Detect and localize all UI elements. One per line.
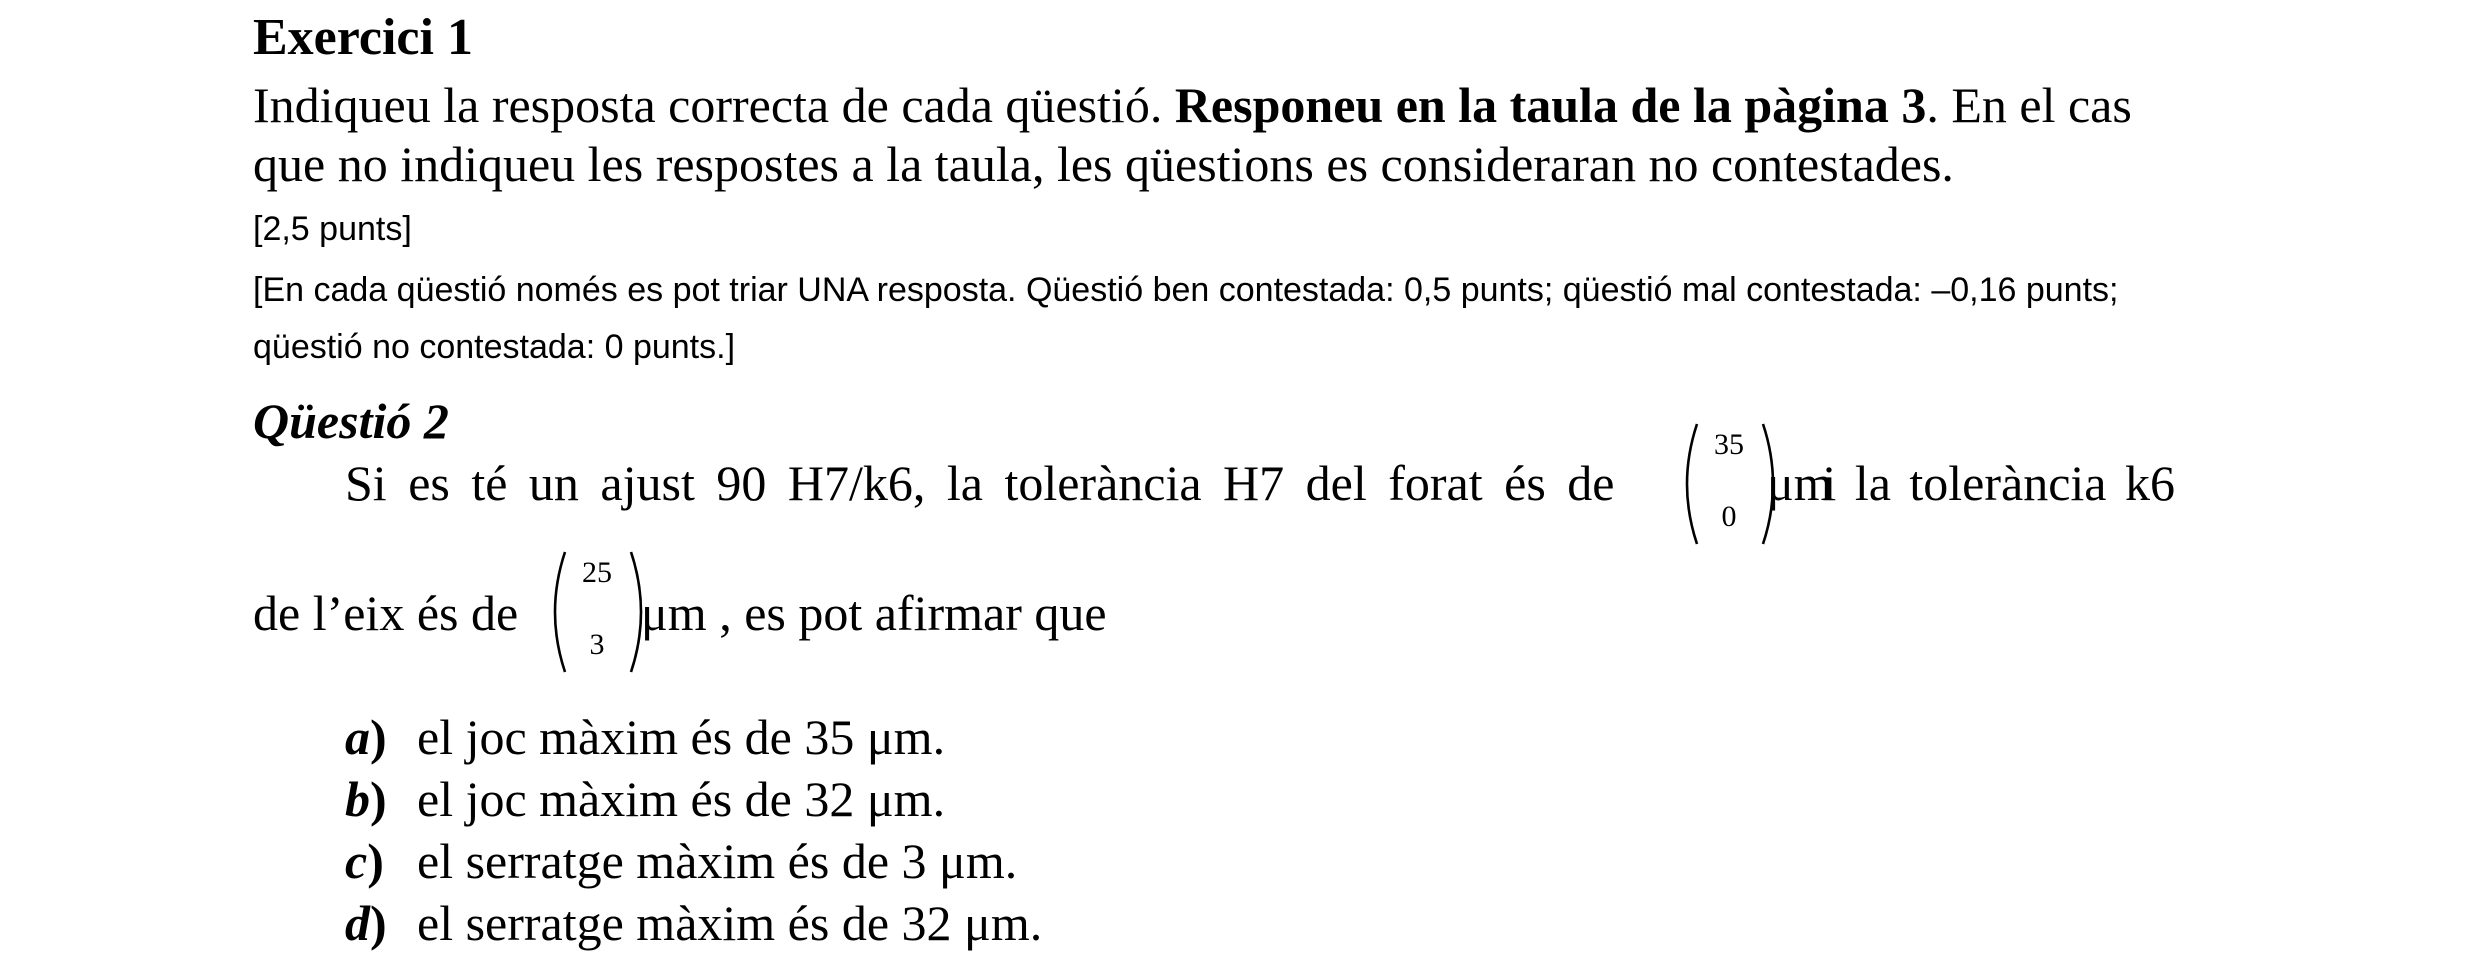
option-letter: c): [345, 833, 384, 889]
instruction-emphasis: Responeu en la taula de la pàgina 3: [1174, 77, 1927, 133]
hole-tolerance-bracket: [1675, 420, 1785, 548]
lower-deviation: 3: [589, 628, 605, 661]
option-letter: b): [345, 771, 387, 827]
statement-text: Si es té un ajust 90 H7/k6, la tolerància H7 del forat és de: [345, 455, 1615, 511]
answer-option-b[interactable]: [345, 768, 945, 830]
exercise-title: Exercici 1: [253, 9, 473, 66]
upper-deviation: 25: [582, 556, 612, 589]
statement-text-continued: i la tolerància k6: [1822, 455, 2175, 511]
lower-deviation: 0: [1721, 500, 1737, 533]
question-statement-line-2-end: μm , es pot afirmar que: [641, 585, 1107, 641]
option-text: el joc màxim és de 32 μm.: [417, 771, 946, 827]
option-text: el serratge màxim és de 32 μm.: [417, 895, 1043, 951]
question-statement-line-1: [345, 452, 2175, 514]
question-title: Qüestió 2: [253, 393, 449, 449]
answer-option-d[interactable]: [345, 892, 1042, 954]
instruction-line-1: [253, 74, 2132, 136]
answer-option-a[interactable]: [345, 706, 945, 768]
option-letter: a): [345, 709, 387, 765]
unit-micrometre: μm: [1767, 455, 1833, 511]
option-text: el serratge màxim és de 3 μm.: [417, 833, 1018, 889]
answer-option-c[interactable]: [345, 830, 1017, 892]
upper-deviation: 35: [1714, 428, 1744, 461]
scoring-rules-line-1: [En cada qüestió només es pot triar UNA resposta. Qüestió ben contestada: 0,5 punts; qüestió mal contestada: –0,16 punts;: [253, 271, 2119, 309]
instruction-text: Indiqueu la resposta correcta de cada qüestió.: [253, 77, 1175, 133]
instruction-line-2: que no indiqueu les respostes a la taula, les qüestions es consideraran no contestades.: [253, 136, 1954, 192]
shaft-tolerance-bracket: [543, 548, 653, 676]
option-letter: d): [345, 895, 387, 951]
instruction-text-end: . En el cas: [1926, 77, 2132, 133]
option-text: el joc màxim és de 35 μm.: [417, 709, 946, 765]
question-statement-line-2: de l’eix és de: [253, 585, 519, 641]
scoring-rules-line-2: qüestió no contestada: 0 punts.]: [253, 328, 736, 366]
points-label: [2,5 punts]: [253, 210, 412, 248]
